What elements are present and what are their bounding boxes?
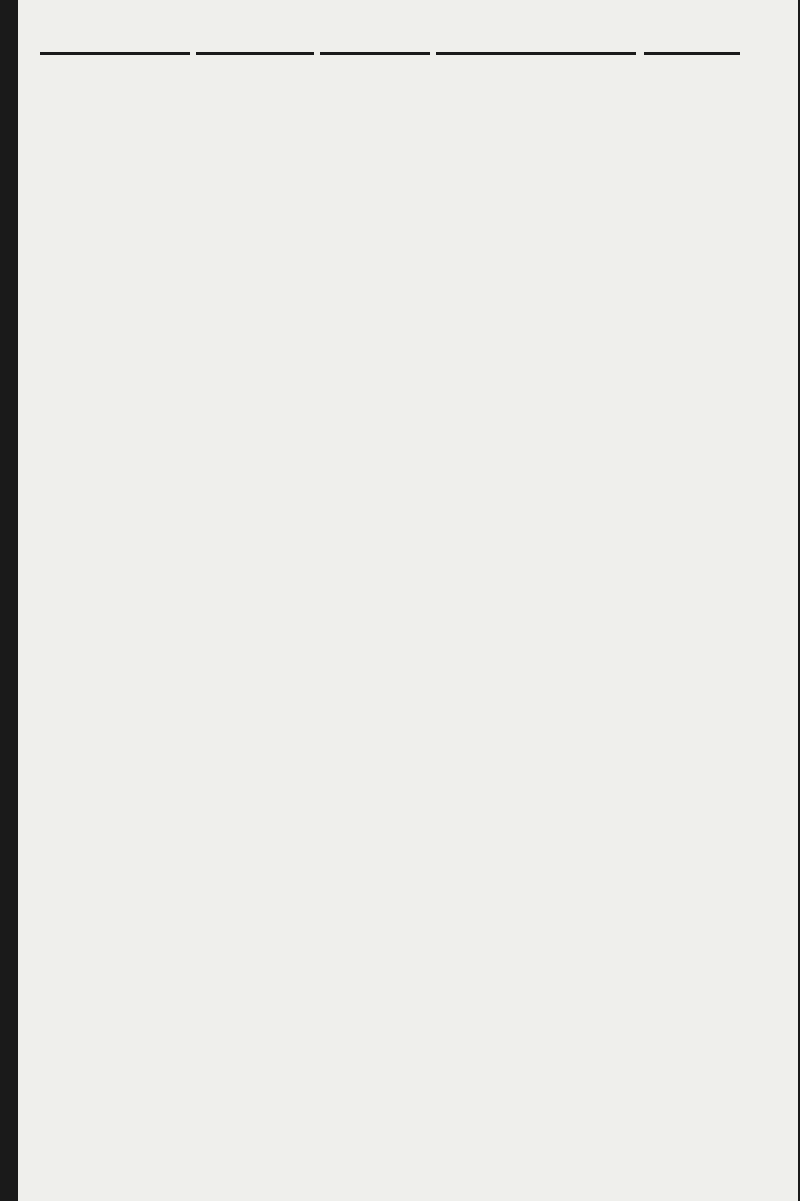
ornamental-rule (40, 50, 740, 56)
chapter-1-entry (140, 162, 740, 282)
chapter-1-text (140, 202, 740, 242)
book-page (18, 0, 798, 1201)
